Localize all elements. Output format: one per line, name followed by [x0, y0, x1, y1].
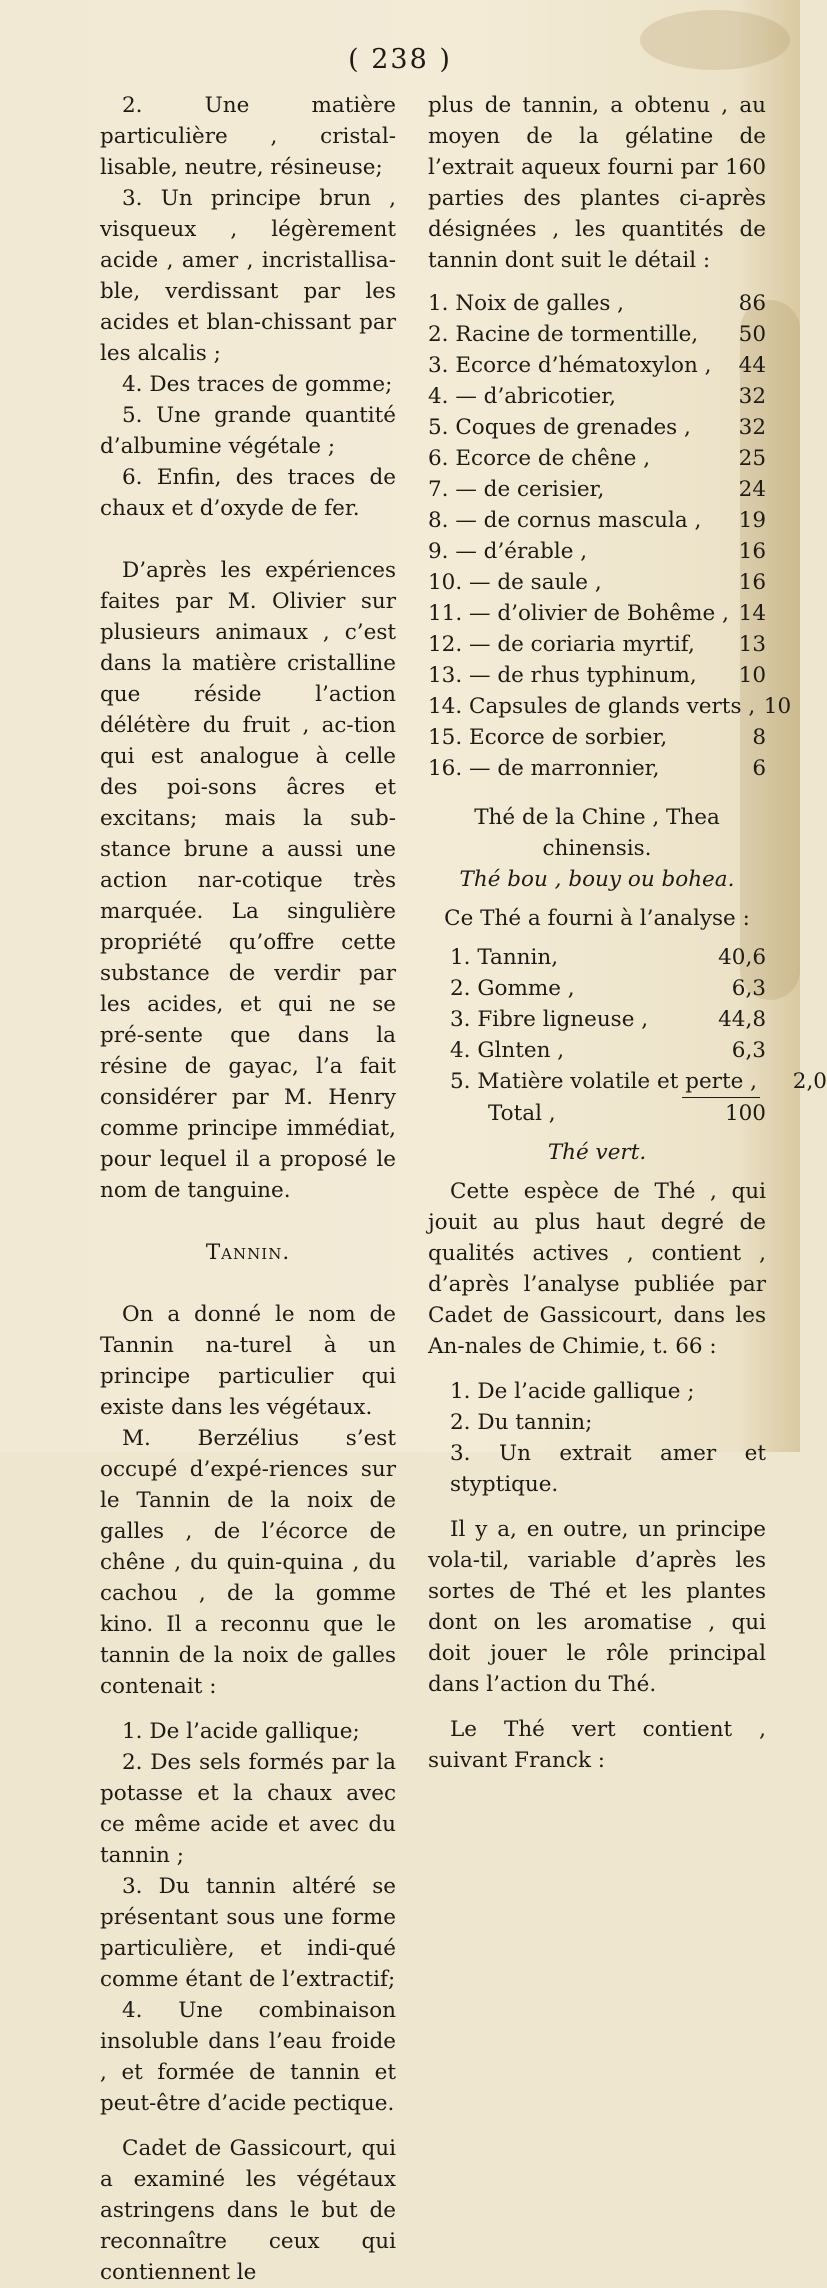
- tannin-definition: On a donné le nom de Tannin na-turel à un principe particulier qui existe dans les végétaux.: [100, 1302, 396, 1420]
- table-row: [428, 505, 766, 536]
- list-item: 3. Du tannin altéré se présentant sous une forme particulière, et indi-qué comme étant de l’extractif;: [100, 1874, 396, 1992]
- row-value: 32: [738, 384, 766, 409]
- row-value: 50: [738, 322, 766, 347]
- table-row: [428, 567, 766, 598]
- row-label: 8. — de cornus mascula ,: [428, 508, 702, 533]
- row-label: 5. Coques de grenades ,: [428, 415, 691, 440]
- row-value: 24: [738, 477, 766, 502]
- row-value: 13: [738, 632, 766, 657]
- row-value: 40,6: [718, 945, 766, 970]
- section-heading-tannin: Tannin.: [205, 1240, 291, 1265]
- vert-list: [428, 1376, 766, 1500]
- vert-paragraph: Cette espèce de Thé , qui jouit au plus haut degré de qualités actives , contient , d’après l’analyse publiée par Cadet de Gassicourt, dans les An-nales de Chimie, t. 66 :: [428, 1179, 766, 1359]
- table-row: [428, 412, 766, 443]
- list-item: 1. De l’acide gallique ;: [450, 1379, 695, 1404]
- row-value: 6,3: [731, 976, 766, 1001]
- list-item: 4. Des traces de gomme;: [122, 372, 393, 397]
- principe-paragraph: Il y a, en outre, un principe vola-til, variable d’après les sortes de Thé et les plantes dont on les aromatise , qui doit jouer le rôle principal dans l’action du Thé.: [428, 1517, 766, 1697]
- table-row: [428, 973, 766, 1004]
- total-value: 100: [724, 1101, 766, 1126]
- table-row: [428, 288, 766, 319]
- list-item: 3. Un principe brun , visqueux , légèrement acide , amer , incristallisa-ble, verdissant par les acides et blan-chissant par les alcalis ;: [100, 186, 396, 366]
- table-row: [428, 598, 766, 629]
- row-label: 7. — de cerisier,: [428, 477, 605, 502]
- table-row: [428, 536, 766, 567]
- table-row: [428, 660, 766, 691]
- list-item: 2. Une matière particulière , cristal-lisable, neutre, résineuse;: [100, 93, 396, 180]
- table-row: [428, 691, 792, 722]
- total-label: Total ,: [488, 1101, 556, 1126]
- list-item: 5. Une grande quantité d’albumine végétale ;: [100, 403, 396, 459]
- row-value: 44,8: [718, 1007, 766, 1032]
- row-label: 4. Glnten ,: [450, 1038, 565, 1063]
- section-heading-the-vert: Thé vert.: [547, 1140, 647, 1165]
- row-value: 25: [738, 446, 766, 471]
- table-row: [428, 722, 766, 753]
- row-label: 9. — d’érable ,: [428, 539, 588, 564]
- row-label: 3. Ecorce d’hématoxylon ,: [428, 353, 712, 378]
- row-value: 8: [752, 725, 766, 750]
- row-label: 15. Ecorce de sorbier,: [428, 725, 668, 750]
- table-row: [428, 942, 766, 973]
- row-label: 4. — d’abricotier,: [428, 384, 616, 409]
- row-label: 14. Capsules de glands verts ,: [428, 694, 756, 719]
- row-value: 2,0: [792, 1069, 827, 1094]
- row-label: 12. — de coriaria myrtif,: [428, 632, 695, 657]
- franck-paragraph: Le Thé vert contient , suivant Franck :: [428, 1717, 766, 1773]
- row-value: 6: [752, 756, 766, 781]
- row-label: 16. — de marronnier,: [428, 756, 660, 781]
- table-total-row: [428, 1098, 766, 1129]
- table-row: [428, 753, 766, 784]
- list-item: 2. Du tannin;: [450, 1410, 593, 1435]
- table-row: [428, 1004, 766, 1035]
- tannin-table: [428, 288, 792, 784]
- row-label: 2. Gomme ,: [450, 976, 575, 1001]
- table-row: [428, 629, 766, 660]
- row-label: 1. Tannin,: [450, 945, 559, 970]
- row-value: 10: [738, 663, 766, 688]
- section-subheading-the-bou: Thé bou , bouy ou bohea.: [459, 867, 735, 892]
- row-value: 10: [763, 694, 792, 719]
- row-label: 10. — de saule ,: [428, 570, 602, 595]
- row-value: 16: [738, 539, 766, 564]
- table-row: [428, 474, 766, 505]
- list-item: 4. Une combinaison insoluble dans l’eau froide , et formée de tannin et peut-être d’acide pectique.: [100, 1998, 396, 2116]
- row-value: 16: [738, 570, 766, 595]
- row-value: 6,3: [731, 1038, 766, 1063]
- table-row: [428, 1066, 827, 1097]
- berzelius-paragraph: M. Berzélius s’est occupé d’expé-riences sur le Tannin de la noix de galles , de l’écorce de chêne , du quin-quina , du cachou , de la gomme kino. Il a reconnu que le tannin de la noix de galles contenait :: [100, 1426, 396, 1699]
- olivier-paragraph: D’après les expériences faites par M. Olivier sur plusieurs animaux , c’est dans la matière cristalline que réside l’action délétère du fruit , ac-tion qui est analogue à celle des poi-sons âcres et excitans; mais la sub-stance brune a aussi une action nar-cotique très marquée. La singulière propriété qu’offre cette substance de verdir par les acides, et qui ne se pré-sente que dans la résine de gayac, l’a fait considérer par M. Henry comme principe immédiat, pour lequel il a proposé le nom de tanguine.: [100, 558, 396, 1203]
- table-row: [428, 1035, 766, 1066]
- list-item: 6. Enfin, des traces de chaux et d’oxyde de fer.: [100, 465, 396, 521]
- table-row: [428, 350, 766, 381]
- page-number: ( 238 ): [348, 44, 452, 75]
- row-label: 5. Matière volatile et perte ,: [450, 1069, 757, 1094]
- row-value: 32: [738, 415, 766, 440]
- table-row: [428, 381, 766, 412]
- row-label: 11. — d’olivier de Bohême ,: [428, 601, 729, 626]
- list-item: 1. De l’acide gallique;: [122, 1719, 360, 1744]
- row-value: 19: [738, 508, 766, 533]
- the-analysis-table: [428, 942, 827, 1129]
- cadet-paragraph: Cadet de Gassicourt, qui a examiné les végétaux astringens dans le but de reconnaître ceux qui contiennent le: [100, 2136, 396, 2285]
- row-label: 2. Racine de tormentille,: [428, 322, 699, 347]
- analysis-intro: Ce Thé a fourni à l’analyse :: [444, 906, 750, 931]
- intro-paragraph: plus de tannin, a obtenu , au moyen de la gélatine de l’extrait aqueux fourni par 160 parties des plantes ci-après désignées , les quantités de tannin dont suit le détail :: [428, 93, 766, 273]
- table-row: [428, 443, 766, 474]
- row-label: 13. — de rhus typhinum,: [428, 663, 697, 688]
- row-label: 6. Ecorce de chêne ,: [428, 446, 651, 471]
- row-label: 1. Noix de galles ,: [428, 291, 625, 316]
- list-item: 3. Un extrait amer et styptique.: [450, 1441, 766, 1497]
- row-value: 14: [738, 601, 766, 626]
- list-item: 2. Des sels formés par la potasse et la chaux avec ce même acide et avec du tannin ;: [100, 1750, 396, 1868]
- left-column: [100, 90, 396, 2288]
- row-value: 86: [738, 291, 766, 316]
- row-label: 3. Fibre ligneuse ,: [450, 1007, 649, 1032]
- right-column: [428, 90, 827, 1776]
- table-row: [428, 319, 766, 350]
- row-value: 44: [738, 353, 766, 378]
- section-heading-the-chine: Thé de la Chine , Thea chinensis.: [474, 805, 720, 861]
